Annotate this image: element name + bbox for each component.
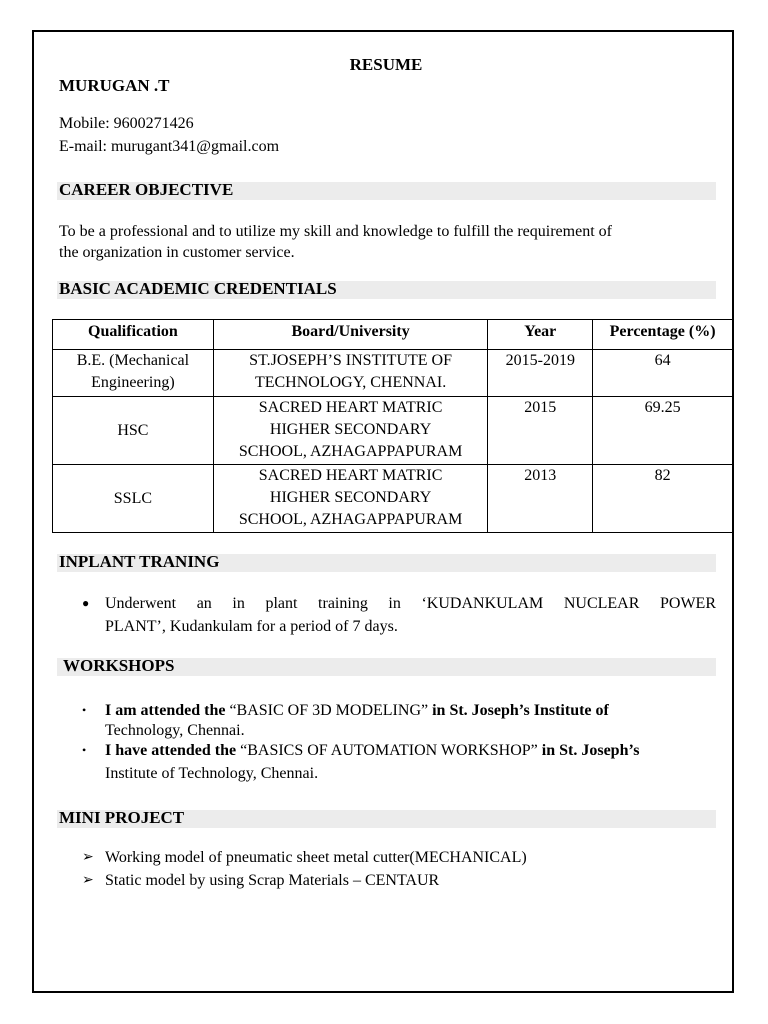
bullet-icon: ● [82,596,90,610]
section-heading: INPLANT TRANING [59,552,220,571]
qualification-cell: HSC [53,397,214,465]
section-heading: CAREER OBJECTIVE [59,180,234,199]
table-row [53,397,733,465]
board-cell: ST.JOSEPH’S INSTITUTE OF TECHNOLOGY, CHENNAI. [213,350,488,397]
section-heading: WORKSHOPS [63,656,175,675]
percentage-cell: 69.25 [593,397,733,465]
bullet-icon: • [82,743,87,757]
arrow-bullet-icon: ➢ [82,850,94,865]
academic-credentials-table [52,319,733,533]
inplant-section [57,554,716,572]
percentage-cell: 64 [593,350,733,397]
inplant-bullet-item: ● Underwent an in plant training in ‘KUDANKULAM NUCLEAR POWER PLANT’, Kudankulam for a period of 7 days. [82,592,716,638]
column-header: Qualification [53,320,214,350]
academic-section [57,281,716,299]
section-heading: MINI PROJECT [59,808,185,827]
column-header: Year [488,320,593,350]
table-row [53,350,733,397]
mobile-number: Mobile: 9600271426 [59,115,194,132]
workshop-item: • I have attended the “BASICS OF AUTOMATION WORKSHOP” in St. Joseph’s Institute of Technology, Chennai. [82,742,640,782]
qualification-cell: SSLC [53,465,214,533]
resume-title: RESUME [349,55,423,74]
table-row [53,465,733,533]
section-heading: BASIC ACADEMIC CREDENTIALS [59,279,337,298]
qualification-cell: B.E. (Mechanical Engineering) [53,350,214,397]
column-header: Board/University [213,320,488,350]
board-cell: SACRED HEART MATRIC HIGHER SECONDARY SCHOOL, AZHAGAPPAPURAM [213,465,488,533]
board-cell: SACRED HEART MATRIC HIGHER SECONDARY SCHOOL, AZHAGAPPAPURAM [213,397,488,465]
bullet-icon: • [82,703,87,717]
year-cell: 2013 [488,465,593,533]
career-objective-line-2: the organization in customer service. [59,244,295,261]
arrow-bullet-icon: ➢ [82,873,94,888]
year-cell: 2015 [488,397,593,465]
career-objective-line-1: To be a professional and to utilize my skill and knowledge to fulfill the requirement of [59,223,612,240]
workshop-item: • I am attended the “BASIC OF 3D MODELING” in St. Joseph’s Institute of Technology, Chennai. [82,702,609,739]
mini-project-section [57,810,716,828]
year-cell: 2015-2019 [488,350,593,397]
percentage-cell: 82 [593,465,733,533]
table-header-row [53,320,733,350]
candidate-name: MURUGAN .T [59,76,170,95]
column-header: Percentage (%) [593,320,733,350]
workshops-section [57,658,716,676]
email-address: E-mail: murugant341@gmail.com [59,138,280,155]
career-objective-section [57,182,716,200]
